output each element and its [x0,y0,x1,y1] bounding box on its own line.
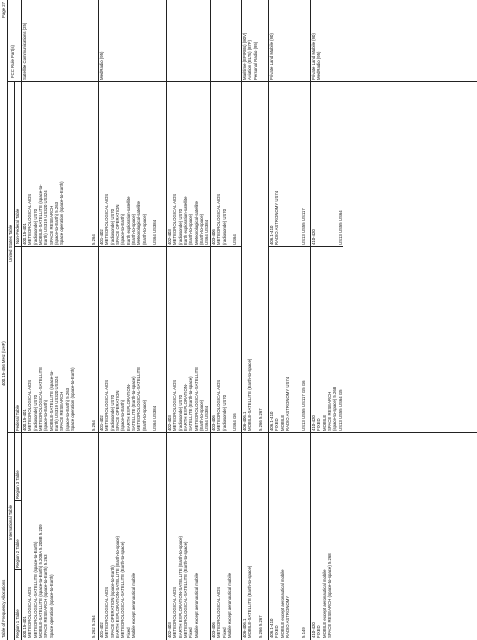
allocation-line: MOBILE [321,414,327,431]
allocation-line: MOBILE [279,414,285,431]
fcc-cell-row2 [99,2,104,80]
allocation-line: Meteorological-satellite [136,201,142,245]
page-title: Table of Frequency Allocations [1,579,6,638]
allocation-line: 406.1-410 [269,618,274,638]
allocation-line: US64 G6 [232,413,238,431]
allocation-line: SPACE RESEARCH (space-to-Earth) 5.263 [43,554,49,638]
allocation-line: FIXED [316,418,322,431]
federal-cell-row3 [167,249,210,431]
allocation-line: METEOROLOGICAL AIDS [27,193,33,245]
allocation-line: RADIO ASTRONOMY US74 [285,376,291,431]
federal-cell-row6 [269,249,306,431]
allocation-line: EARTH EXPLORATION- [125,383,131,431]
title-rule [7,0,8,640]
allocation-line: SPACE OPERATION [115,390,121,431]
allocation-line: 406.1-410 [269,225,274,245]
allocation-line: MOBILE except aeronautical mobile [321,569,327,638]
allocation-line: US13 US55 US64 [337,210,343,245]
allocation-line: 402-403 [167,229,172,245]
row-split [21,246,98,247]
allocation-line: METEOROLOGICAL AIDS [27,586,33,638]
allocation-line: Mobile except aeronautical mobile [131,573,137,638]
allocation-line: (radiosonde) US70 [177,208,183,245]
allocation-line: METEOROLOGICAL-SATELLITE [136,366,142,431]
allocation-line: 406.1-410 [269,411,274,431]
allocation-line: METEOROLOGICAL AIDS [172,586,178,638]
federal-cell-row1 [22,249,97,431]
frequency-range: 400.15-456 MHz (UHF) [1,341,6,386]
allocation-line: 402-403 [167,622,172,638]
allocation-line: (radiosonde) US70 [177,394,183,431]
allocation-line: (space-to-space) 5.268 [332,386,338,431]
allocation-line: FIXED [274,625,280,638]
col-rule-fcc [7,81,477,82]
federal-cell-row2 [99,249,158,431]
col-rule-region2 [14,569,21,570]
fcc-cell-row7 [311,2,322,80]
header-region2: Region 2 Table [15,539,20,568]
allocation-line: Earth exploration-satellite [125,196,131,245]
allocation-line: METEOROLOGICAL-SATELLITE (Earth-to-space) [120,541,126,638]
allocation-line: METEOROLOGICAL AIDS [216,379,222,431]
allocation-line: 5.262 5.264 [91,615,97,638]
allocation-line: (Earth-to-space) [199,213,205,245]
allocation-line: SPACE OPERATION [115,204,121,245]
nonfed-cell-row1 [22,84,97,245]
header-international: International Table [8,504,13,540]
allocation-line: US64 [232,234,238,245]
intl-cell-row7 [311,434,332,638]
allocation-line: METEOROLOGICAL AIDS [104,193,110,245]
allocation-line: METEOROLOGICAL-SATELLITE (Earth-to-space) [183,541,189,638]
intl-cell-row1 [22,434,97,638]
federal-cell-row4 [211,249,238,431]
allocation-line: METEOROLOGICAL-SATELLITE (space-to-Earth) [32,541,38,638]
nonfed-cell-row3 [167,84,210,245]
allocation-line: (Earth-to-space) [141,213,147,245]
allocation-line: US64 US384 [152,405,158,431]
allocation-line: Maritime (EPIRBs) (80V) [242,32,247,80]
allocation-line: US13 US55 US117 [301,208,307,245]
allocation-line: 400.15-401 [22,223,27,245]
allocation-line: 410-420 [311,415,316,431]
allocation-line: 5.264 [91,234,97,245]
allocation-line: (space-to-Earth) [120,213,126,245]
row-split [310,246,343,247]
allocation-line: (space-to-Earth) [43,399,49,431]
allocation-line: 402-403 [167,415,172,431]
federal-cell-row7 [311,249,343,431]
allocation-line: MedRadio (95) [99,51,104,80]
allocation-line: (radiosonde) US70 [221,394,227,431]
allocation-line: (space-to-Earth) 5.263 [54,202,60,245]
allocation-line: Aviation (ELTs) (87F) [247,40,253,80]
allocation-line: US64 US384 [152,219,158,245]
allocation-line: SPACE RESEARCH [327,391,333,431]
intl-cell-row2 [99,434,136,638]
allocation-line: (radiosonde) US70 [32,208,38,245]
allocation-line: US13 US55 US117 G5 G6 [301,380,307,431]
allocation-line: METEOROLOGICAL-SATELLITE [193,366,199,431]
allocation-line: MOBILE-SATELLITE (Earth-to-space) [247,358,253,431]
fcc-cell-row6 [269,2,274,80]
allocation-line: (radiosonde) US70 [109,208,115,245]
allocation-line: Space operation (space-to-Earth) [59,181,65,245]
allocation-line: Mobile except aeronautical mobile [227,573,233,638]
page-number: Page 27 [1,2,6,19]
allocation-line: METEOROLOGICAL AIDS [104,379,110,431]
row-split [210,246,241,247]
allocation-line: (Earth-to-space) [188,213,194,245]
fcc-cell-row1 [22,2,27,80]
allocation-line: 5.266 5.267 [258,408,264,431]
allocation-line: METEOROLOGICAL AIDS [216,193,222,245]
header-fcc: FCC Rule Part(s) [10,45,15,78]
allocation-line: MOBILE except aeronautical mobile [279,569,285,638]
allocation-line: 403-406 [211,622,216,638]
header-region1: Region 1 Table [15,609,20,638]
allocation-line: Private Land Mobile (90) [269,33,274,80]
intl-cell-row6 [269,434,306,638]
allocation-line: 400.15-401 [22,409,27,431]
allocation-line: MOBILE-SATELLITE (Earth-to-space) [247,565,253,638]
col-rule-intl-federal [7,432,477,433]
allocation-line: US13 US55 US64 G5 [337,389,343,431]
allocation-line: Fixed [188,627,194,638]
allocation-line: SPACE RESEARCH [59,391,65,431]
col-rule-region3 [14,500,21,501]
nonfed-cell-row7 [311,84,343,245]
allocation-line: (space-to-Earth) 5.263 [64,388,70,431]
allocation-line: (radiosonde) US70 [221,208,227,245]
allocation-line: FIXED [274,418,280,431]
allocation-line: Personal Radio (95) [252,41,258,80]
allocation-line: MedRadio (95) [316,51,322,80]
allocation-line: METEOROLOGICAL-SATELLITE [38,366,44,431]
allocation-line: 400.15-401 [22,616,27,638]
allocation-line: US64 US384 [204,405,210,431]
allocation-line: MOBILE-SATELLITE (space-to- [38,184,44,245]
allocation-line: EARTH EXPLORATION- [183,383,189,431]
allocation-line: (Earth-to-space) [199,399,205,431]
allocation-line: (space-to-Earth) [120,399,126,431]
header-united-states: United States Table [8,224,13,262]
allocation-line: US64 US384 [204,219,210,245]
allocation-line: 403-406 [211,229,216,245]
header-region3: Region 3 Table [15,470,20,499]
allocation-line: MOBILE-SATELLITE (space-to- [48,370,54,431]
intl-cell-row5 [242,434,263,638]
row-split [268,246,310,247]
allocation-line: SPACE OPERATION (space-to-Earth) [109,565,115,638]
allocation-line: METEOROLOGICAL AIDS [216,586,222,638]
header-non-federal: Non-Federal Table [15,208,20,244]
allocation-line: METEOROLOGICAL AIDS [172,193,178,245]
allocation-line: Private Land Mobile (90) [311,33,316,80]
allocation-line: MOBILE-SATELLITE (space-to-Earth) 5.208A 5.208B 5.209 [38,524,44,638]
header-federal: Federal Table [15,405,20,431]
allocation-line: METEOROLOGICAL AIDS [104,586,110,638]
intl-cell-row4 [211,434,232,638]
allocation-line: 403-406 [211,415,216,431]
allocation-line: Earth) US319 US320 US324 [43,190,49,245]
allocation-line: (Earth-to-space) [131,213,137,245]
allocation-line: SPACE RESEARCH (space-to-space) 5.268 [327,553,333,638]
nonfed-cell-row2 [99,84,158,245]
allocation-line: 410-420 [311,229,316,245]
allocation-line: EARTH EXPLORATION-SATELLITE (Earth-to-space) [115,536,121,638]
allocation-line: Fixed [221,627,227,638]
allocation-line: SATELLITE (Earth-to-space) [188,376,194,431]
allocation-line: FIXED [316,625,322,638]
intl-cell-row3 [167,434,199,638]
allocation-line: Satellite Communications (25) [22,22,27,80]
allocation-line: Fixed [125,627,131,638]
allocation-line: Earth exploration-satellite [183,196,189,245]
allocation-line: SATELLITE (Earth-to-space) [131,376,137,431]
row-split [166,246,210,247]
allocation-line: SPACE RESEARCH [48,205,54,245]
allocation-line: 401-402 [99,415,104,431]
nonfed-cell-row4 [211,84,238,245]
allocation-line: 401-402 [99,229,104,245]
federal-cell-row5 [242,85,263,431]
fcc-cell-row5 [242,2,258,80]
allocation-line: METEOROLOGICAL AIDS [27,379,33,431]
allocation-line: RADIO ASTRONOMY US74 [274,190,280,245]
allocation-line: Earth) US319 US320 US324 [54,376,60,431]
row-split [98,246,166,247]
col-rule-nonfed-header [14,246,21,247]
allocation-line: 5.266 5.267 [258,615,264,638]
allocation-line: Space operation (space-to-Earth) [70,367,76,431]
allocation-line: RADIO ASTRONOMY [285,595,291,638]
allocation-line: METEOROLOGICAL AIDS [172,379,178,431]
allocation-line: Meteorological-satellite [193,201,199,245]
allocation-line: EARTH EXPLORATION-SATELLITE (Earth-to-space) [177,536,183,638]
allocation-line: 406-406.1 [242,618,247,638]
allocation-line: (radiosonde) US70 [32,394,38,431]
allocation-line: Space operation (space-to-Earth) [48,574,54,638]
allocation-line: 5.264 [91,420,97,431]
allocation-line: 5.149 [301,627,307,638]
nonfed-cell-row6 [269,84,306,245]
allocation-line: Mobile except aeronautical mobile [193,573,199,638]
allocation-line: (Earth-to-space) [141,399,147,431]
allocation-line: 410-420 [311,622,316,638]
allocation-line: (radiosonde) US70 [109,394,115,431]
allocation-line: 401-402 [99,622,104,638]
allocation-line: 406-406.1 [242,411,247,431]
